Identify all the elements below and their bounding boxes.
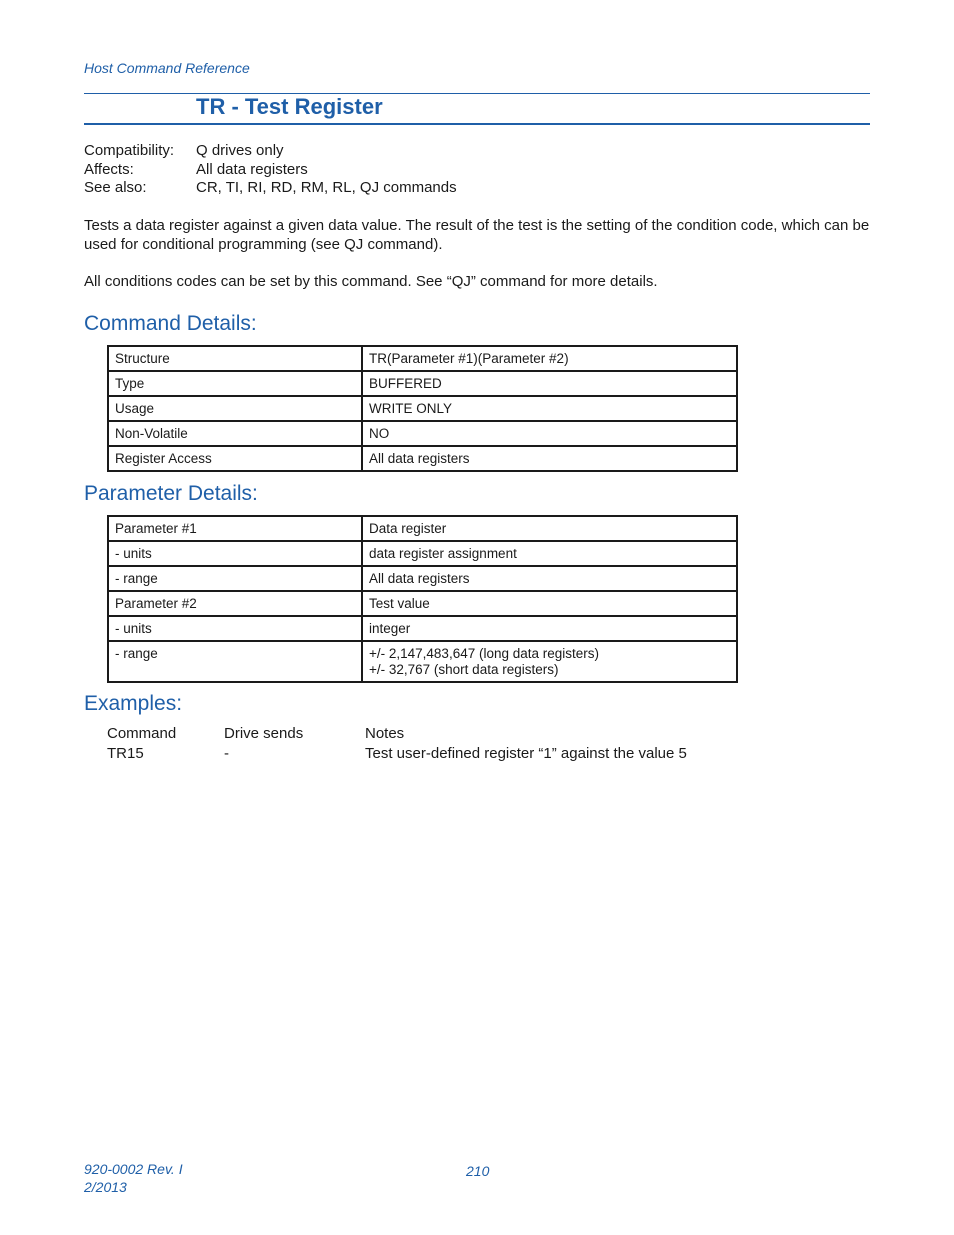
table-key: Parameter #2: [108, 591, 362, 616]
table-value: All data registers: [362, 446, 737, 471]
table-value: NO: [362, 421, 737, 446]
table-value: BUFFERED: [362, 371, 737, 396]
table-key: Usage: [108, 396, 362, 421]
meta-label: See also:: [84, 179, 147, 196]
table-key: Register Access: [108, 446, 362, 471]
doc-number: 920-0002 Rev. I: [84, 1161, 183, 1177]
table-row: [108, 446, 737, 471]
table-value: WRITE ONLY: [362, 396, 737, 421]
column-header-drive-sends: Drive sends: [224, 725, 304, 742]
examples-header-row: [107, 724, 687, 744]
parameter-details-table: [107, 515, 738, 683]
footer-doc-info: [84, 1160, 183, 1196]
table-row: [108, 346, 737, 371]
table-value: [362, 641, 737, 682]
meta-row-see-also: [84, 179, 457, 198]
table-value: Test value: [362, 591, 737, 616]
examples-heading: Examples:: [84, 692, 183, 715]
example-notes: Test user-defined register “1” against the value 5: [365, 744, 687, 762]
parameter-details-heading: Parameter Details:: [84, 482, 258, 505]
table-value: TR(Parameter #1)(Parameter #2): [362, 346, 737, 371]
examples-list: [107, 724, 687, 763]
table-key: - range: [108, 566, 362, 591]
table-value: integer: [362, 616, 737, 641]
meta-label: Affects:: [84, 160, 134, 178]
table-row: [108, 616, 737, 641]
running-header: Host Command Reference: [84, 60, 250, 76]
table-row: [108, 566, 737, 591]
meta-value: All data registers: [196, 160, 308, 178]
table-key: - units: [108, 541, 362, 566]
table-row: [108, 641, 737, 682]
example-row: [107, 744, 687, 764]
column-header-notes: Notes: [365, 725, 405, 742]
title-rule-bottom: [84, 123, 870, 125]
meta-row-compatibility: [84, 142, 457, 161]
command-meta: [84, 142, 457, 198]
condition-codes-paragraph: All conditions codes can be set by this command. See “QJ” command for more details.: [84, 273, 658, 290]
table-key: Structure: [108, 346, 362, 371]
range-short: +/- 32,767 (short data registers): [369, 662, 559, 677]
meta-value: Q drives only: [196, 142, 284, 159]
table-row: [108, 591, 737, 616]
example-command: TR15: [107, 744, 144, 762]
table-row: [108, 371, 737, 396]
range-long: +/- 2,147,483,647 (long data registers): [369, 646, 600, 661]
table-key: Parameter #1: [108, 516, 362, 541]
table-key: - range: [108, 641, 362, 682]
table-row: [108, 516, 737, 541]
description-paragraph: Tests a data register against a given data value. The result of the test is the setting of the condition code, which can be used for conditional programming (see QJ command).: [84, 217, 870, 253]
table-row: [108, 541, 737, 566]
example-drive-sends: -: [224, 744, 229, 762]
table-value: Data register: [362, 516, 737, 541]
table-key: Type: [108, 371, 362, 396]
meta-row-affects: [84, 161, 457, 180]
page-number: 210: [466, 1163, 490, 1179]
meta-label: Compatibility:: [84, 142, 175, 159]
page-title: TR - Test Register: [196, 94, 383, 119]
column-header-command: Command: [107, 725, 177, 742]
table-row: [108, 421, 737, 446]
table-value: All data registers: [362, 566, 737, 591]
table-key: Non-Volatile: [108, 421, 362, 446]
command-details-heading: Command Details:: [84, 312, 257, 335]
doc-date: 2/2013: [84, 1179, 127, 1195]
meta-value: CR, TI, RI, RD, RM, RL, QJ commands: [196, 179, 457, 196]
table-key: - units: [108, 616, 362, 641]
table-value: data register assignment: [362, 541, 737, 566]
table-row: [108, 396, 737, 421]
command-details-table: [107, 345, 738, 472]
